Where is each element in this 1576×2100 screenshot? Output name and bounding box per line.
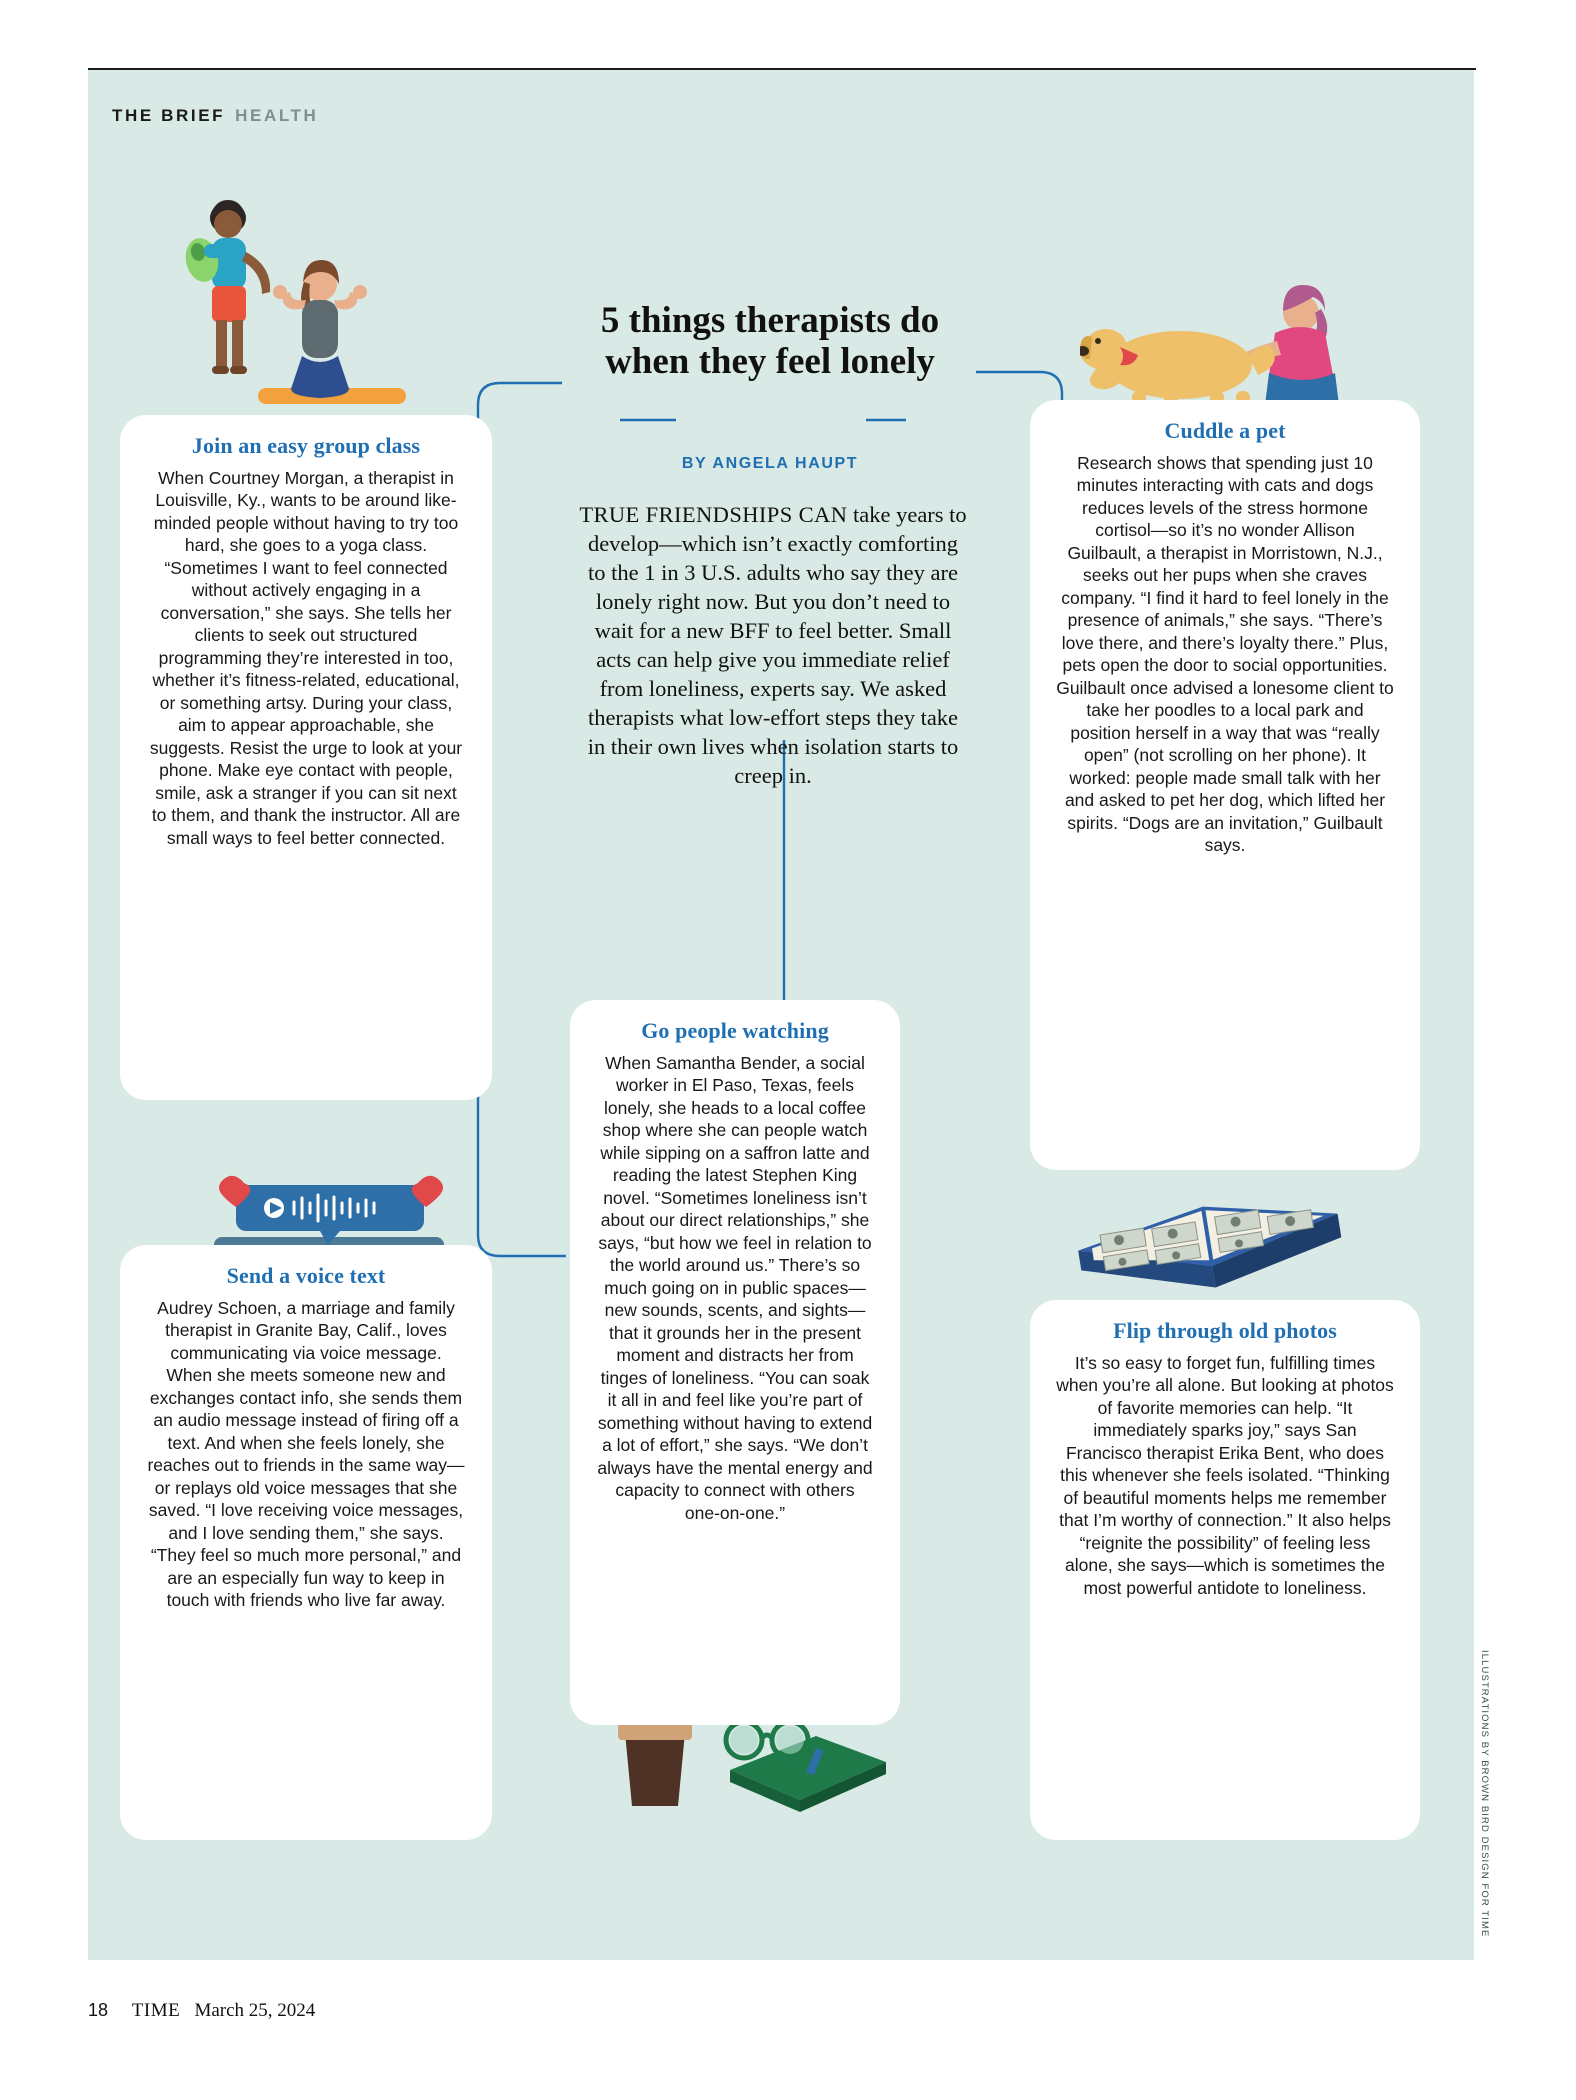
deck-body: take years to develop—which isn’t exactly comforting to the 1 in 3 U.S. adults who say they are lonely right now. But you don’t need to wait for a new BFF to feel better. Small acts can help give you immediate relief from loneliness, experts say. We asked therapists what low-effort steps they take in their own lives when isolation starts to creep in.: [587, 502, 967, 789]
card-join-group-class: [120, 415, 492, 1100]
card-title: Go people watching: [641, 1018, 829, 1043]
illustration-credit: ILLUSTRATIONS BY BROWN BIRD DESIGN FOR TIME: [1479, 1650, 1490, 1938]
card-body: When Samantha Bender, a social worker in El Paso, Texas, feels lonely, she heads to a local coffee shop where she can people watch while sipping on a saffron latte and reading the latest Stephen King novel. “Sometimes loneliness isn’t about our direct relationships,” she says, “but how we feel in relation to the world around us.” There’s so much going on in public spaces—new sounds, scents, and sights—that it grounds her in the present moment and distracts her from tinges of loneliness. “You can soak it all in and feel like you’re part of something without having to extend a lot of effort,” she says. “We don’t always have the mental energy and capacity to connect with others one-on-one.”: [597, 1053, 873, 1523]
page-footer: [88, 2000, 315, 2022]
magazine-name: TIME: [131, 2000, 181, 2021]
article-deck: [578, 500, 968, 790]
card-body: Audrey Schoen, a marriage and family therapist in Granite Bay, Calif., loves communicating via voice message. When she meets someone new and exchanges contact info, she sends them an audio message instead of firing off a text. And when she feels lonely, she reaches out to friends in the same way—or replays old voice messages that she saved. “I love receiving voice messages, and I love sending them,” she says. “They feel so much more personal,” and are an especially fun way to keep in touch with friends who live far away.: [147, 1298, 465, 1611]
card-title: Join an easy group class: [191, 433, 421, 458]
card-title: Cuddle a pet: [1164, 418, 1286, 443]
section-kicker: [112, 106, 318, 126]
card-body: Research shows that spending just 10 minutes interacting with cats and dogs reduces levels of the stress hormone cortisol—so it’s no wonder Allison Guilbault, a therapist in Morristown, N.J., seeks out her pups when she craves company. “I find it hard to feel lonely in the presence of animals,” she says. “There’s love there, and there’s loyalty there.” Plus, pets open the door to social opportunities. Guilbault once advised a lonesome client to take her poodles to a local park and position herself in a way that was “really open” (not scrolling on her phone). It worked: people made small talk with her and asked to pet her dog, which lifted her spirits. “Dogs are an invitation,” Guilbault says.: [1056, 453, 1394, 856]
card-go-people-watching: [570, 1000, 900, 1725]
card-body: It’s so easy to forget fun, fulfilling times when you’re all alone. But looking at photos of favorite memories can help. “It immediately sparks joy,” says San Francisco therapist Erika Bent, who does this whenever she feels isolated. “Thinking of beautiful moments helps me remember that I’m worthy of connection.” It also helps “reignite the possibility” of feeling less alone, she says—which is sometimes the most powerful antidote to loneliness.: [1056, 1353, 1394, 1598]
card-send-voice-text: [120, 1245, 492, 1840]
issue-date: March 25, 2024: [194, 2000, 316, 2021]
card-cuddle-a-pet: [1030, 400, 1420, 1170]
card-title: Flip through old photos: [1113, 1318, 1337, 1343]
card-title: Send a voice text: [226, 1263, 386, 1288]
card-body: When Courtney Morgan, a therapist in Louisville, Ky., wants to be around like-minded people without having to try too hard, she goes to a yoga class. “Sometimes I want to feel connected without actively engaging in a conversation,” she says. She tells her clients to seek out structured programming they’re interested in too, whether it’s fitness-related, educational, or something artsy. During your class, aim to appear approachable, she suggests. Resist the urge to look at your phone. Make eye contact with people, smile, ask a stranger if you can sit next to them, and thank the instructor. All are small ways to feel better connected.: [149, 468, 463, 848]
kicker-health: HEALTH: [235, 106, 319, 125]
page-title: 5 things therapists do when they feel lonely: [600, 300, 940, 383]
byline: BY ANGELA HAUPT: [681, 455, 859, 472]
yoga-class-illustration: [160, 190, 460, 430]
page-number: 18: [88, 2000, 109, 2020]
kicker-brief: THE BRIEF: [112, 106, 226, 125]
photo-album-illustration: [1060, 1190, 1360, 1315]
deck-lead-in: TRUE FRIENDSHIPS CAN: [579, 502, 848, 527]
card-flip-old-photos: [1030, 1300, 1420, 1840]
